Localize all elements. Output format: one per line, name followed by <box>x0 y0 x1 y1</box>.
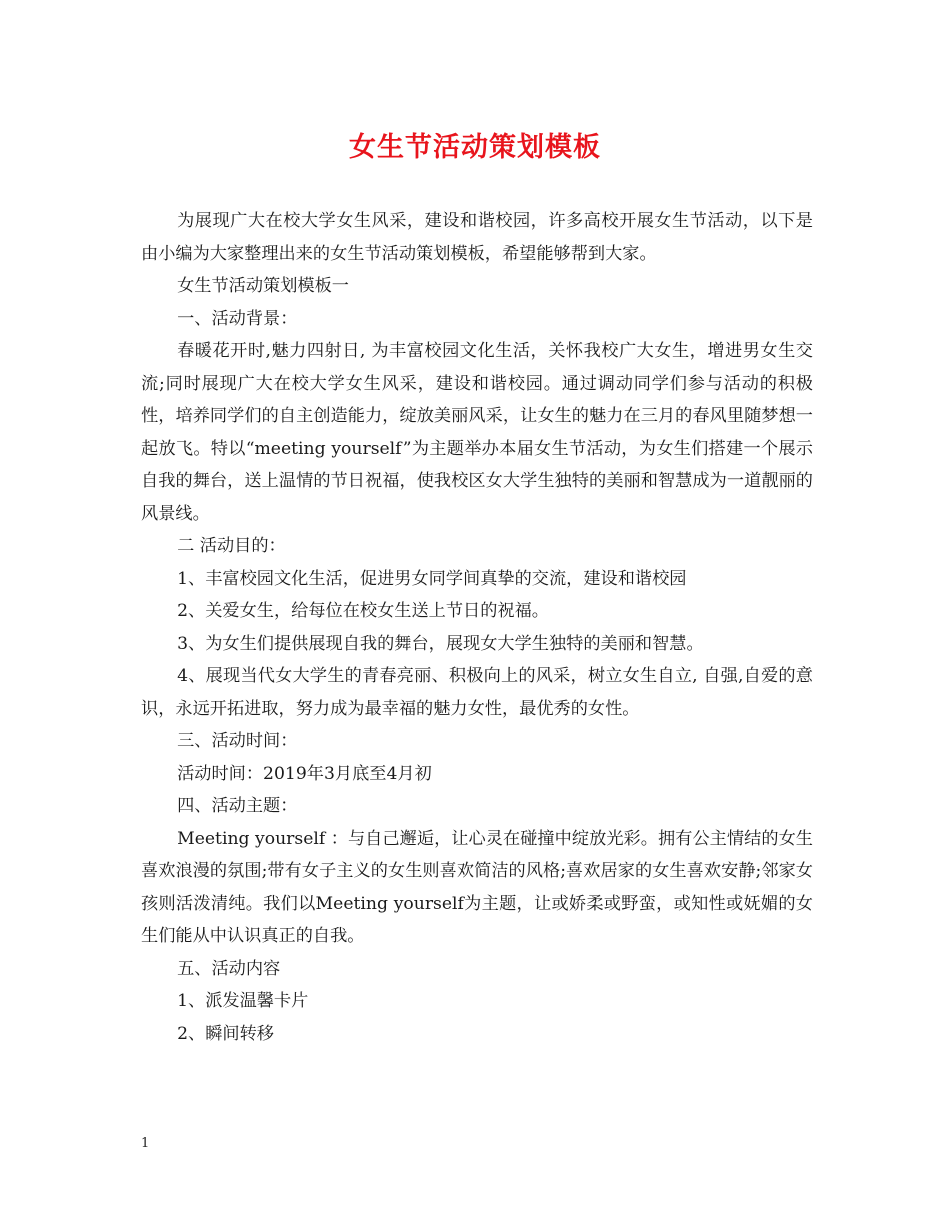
purpose-item-4: 4、展现当代女大学生的青春亮丽、积极向上的风采，树立女生自立, 自强,自爱的意识，永远开拓进取，努力成为最幸福的魅力女性，最优秀的女性。 <box>141 666 813 719</box>
heading-time: 三、活动时间： <box>177 731 298 751</box>
document-body <box>141 205 813 1050</box>
document-title: 女生节活动策划模板 <box>349 132 601 163</box>
heading-content: 五、活动内容 <box>177 958 281 979</box>
paragraph-background: 春暖花开时,魅力四射日, 为丰富校园文化生活，关怀我校广大女生，增进男女生交流;同时展现广大在校大学女生风采，建设和谐校园。通过调动同学们参与活动的积极性，培养同学们的自主创造能力，绽放美丽风采，让女生的魅力在三月的春风里随梦想一起放飞。特以“meeting yourself”为主题举办本届女生节活动，为女生们搭建一个展示自我的舞台，送上温情的节日祝福，使我校区女大学生独特的美丽和智慧成为一道靓丽的风景线。 <box>141 341 813 524</box>
paragraph-time: 活动时间：2019年3月底至4月初 <box>177 763 432 784</box>
paragraph-intro: 为展现广大在校大学女生风采，建设和谐校园，许多高校开展女生节活动，以下是由小编为大家整理出来的女生节活动策划模板，希望能够帮到大家。 <box>141 211 813 264</box>
heading-purpose: 二 活动目的： <box>177 536 286 556</box>
purpose-item-3: 3、为女生们提供展现自我的舞台，展现女大学生独特的美丽和智慧。 <box>177 633 704 654</box>
purpose-item-2: 2、关爱女生，给每位在校女生送上节日的祝福。 <box>177 601 549 621</box>
paragraph-template-one: 女生节活动策划模板一 <box>177 276 349 296</box>
content-item-1: 1、派发温馨卡片 <box>177 991 309 1011</box>
paragraph-theme: Meeting yourself ：与自己邂逅，让心灵在碰撞中绽放光彩。拥有公主情结的女生喜欢浪漫的氛围;带有女子主义的女生则喜欢简洁的风格;喜欢居家的女生喜欢安静;邻家女孩则活泼清纯。我们以Meeting yourself为主题，让或娇柔或野蛮，或知性或妩媚的女生们能从中认识真正的自我。 <box>141 828 813 946</box>
heading-theme: 四、活动主题： <box>177 796 298 816</box>
page-number: 1 <box>141 1136 150 1151</box>
heading-background: 一、活动背景： <box>177 308 298 329</box>
content-item-2: 2、瞬间转移 <box>177 1023 274 1044</box>
purpose-item-1: 1、丰富校园文化生活，促进男女同学间真挚的交流，建设和谐校园 <box>177 568 687 589</box>
